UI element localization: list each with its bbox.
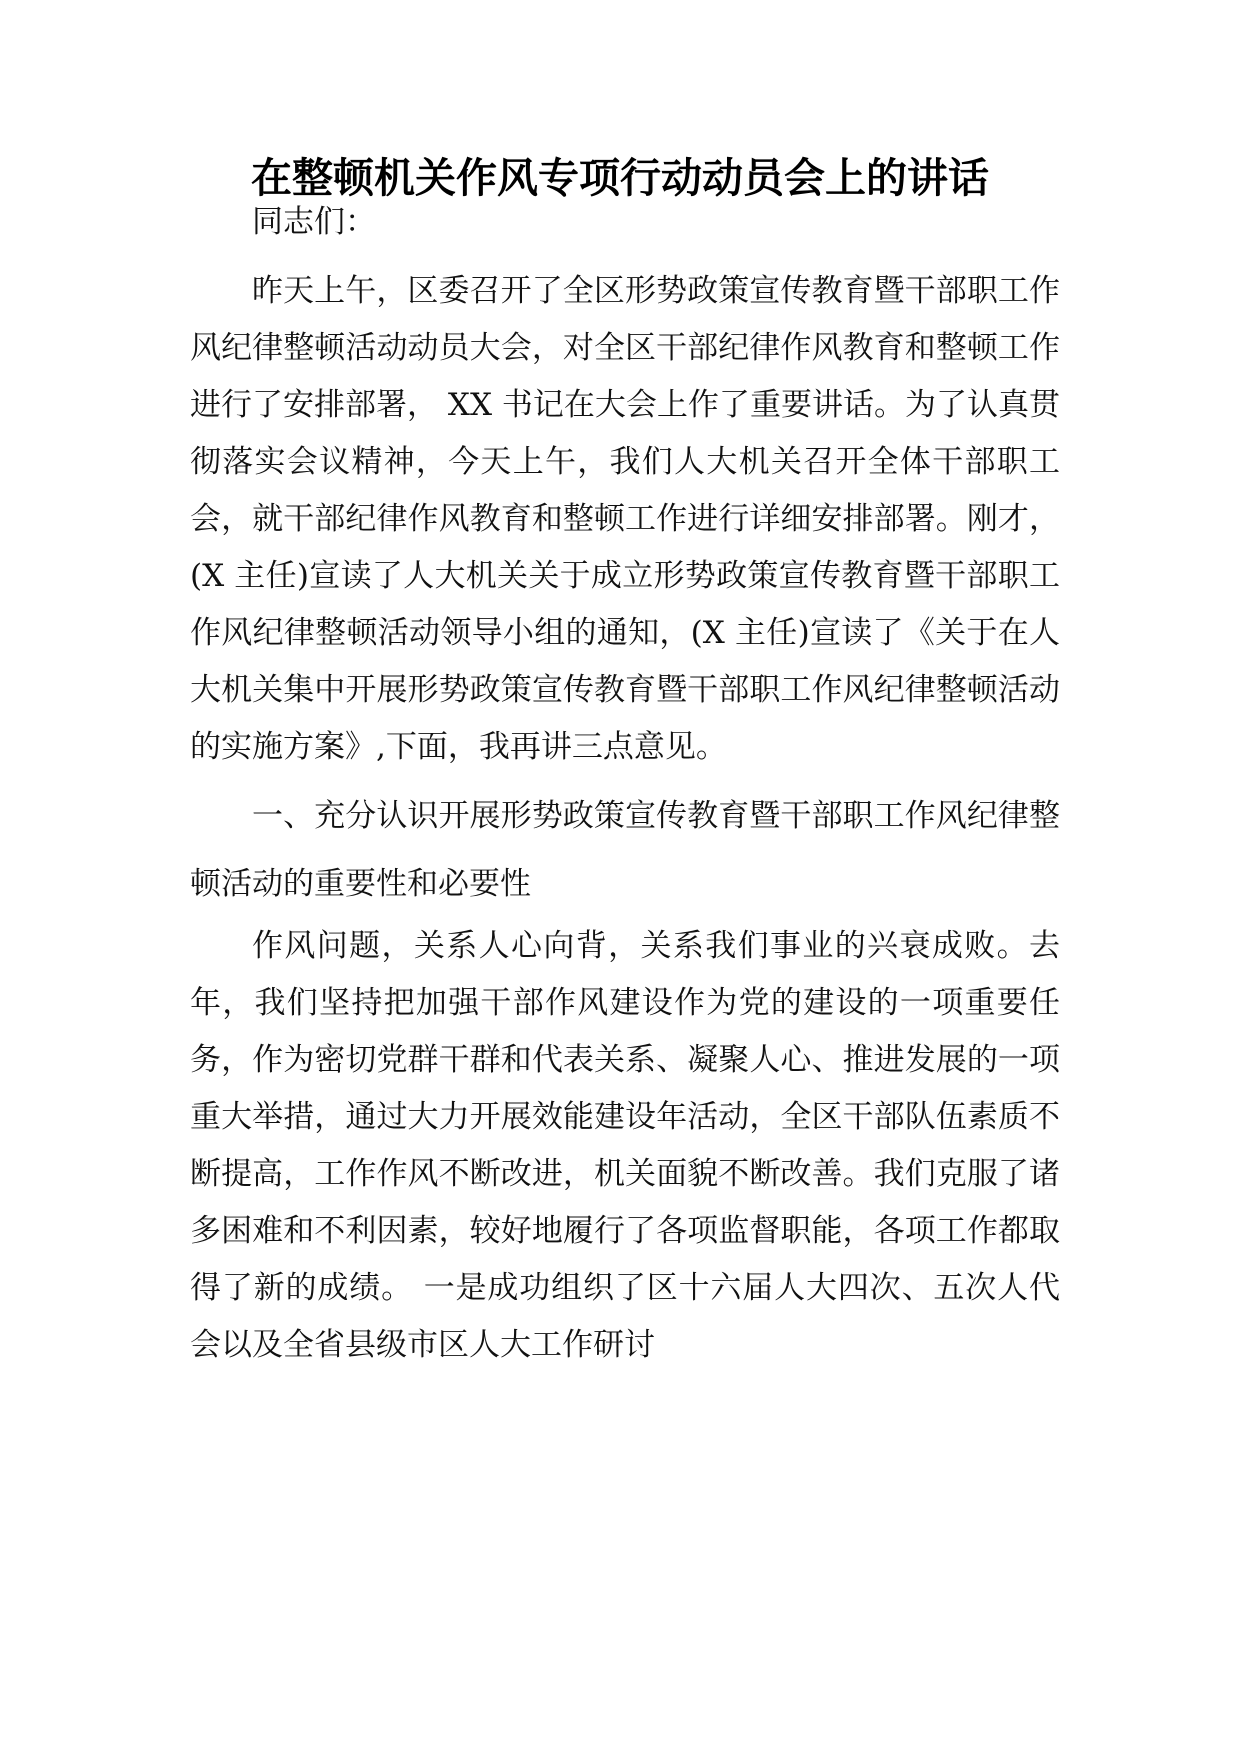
document-body (190, 194, 1060, 1374)
salutation: 同志们： (252, 204, 376, 240)
paragraph-opening: 昨天上午，区委召开了全区形势政策宣传教育暨干部职工作风纪律整顿活动动员大会，对全区干部纪律作风教育和整顿工作进行了安排部署， XX 书记在大会上作了重要讲话。为了认真贯彻落实会议精神，今天上午，我们人大机关召开全体干部职工会，就干部纪律作风教育和整顿工作进行详细安排部署。刚才， (X 主任)宣读了人大机关关于成立形势政策宣传教育暨干部职工作风纪律整顿活动领导小组的通知，(X 主任)宣读了《关于在人大机关集中开展形势政策宣传教育暨干部职工作风纪律整顿活动的实施方案》,下面，我再讲三点意见。 (190, 273, 1060, 765)
paragraph-section-1: 作风问题，关系人心向背，关系我们事业的兴衰成败。去年，我们坚持把加强干部作风建设作为党的建设的一项重要任务，作为密切党群干群和代表关系、凝聚人心、推进发展的一项重大举措，通过大力开展效能建设年活动，全区干部队伍素质不断提高，工作作风不断改进，机关面貌不断改善。我们克服了诸多困难和不利因素，较好地履行了各项监督职能，各项工作都取得了新的成绩。 一是成功组织了区十六届人大四次、五次人代会以及全省县级市区人大工作研讨 (190, 928, 1060, 1363)
section-heading-1: 一、充分认识开展形势政策宣传教育暨干部职工作风纪律整顿活动的重要性和必要性 (190, 798, 1060, 902)
document-title: 在整顿机关作风专项行动动员会上的讲话 (251, 154, 989, 202)
